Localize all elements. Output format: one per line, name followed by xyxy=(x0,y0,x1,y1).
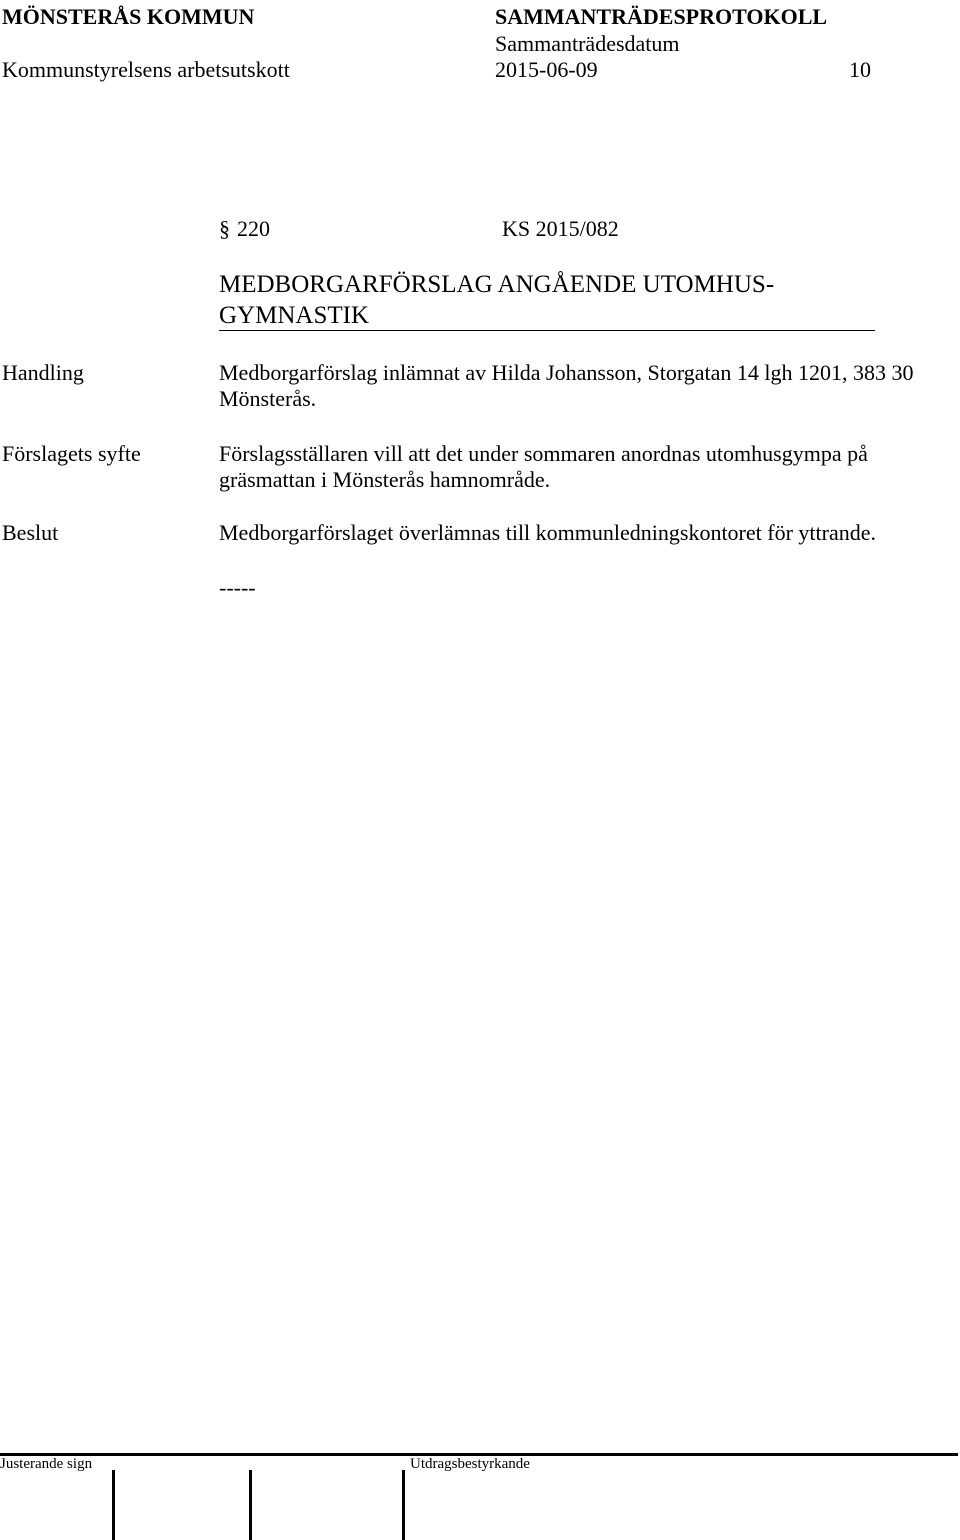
meeting-date: 2015-06-09 xyxy=(495,57,598,82)
end-marker: ----- xyxy=(219,575,256,600)
purpose-text: Förslagsställaren vill att det under sommaren anordnas utomhusgympa på gräsmattan i Mönsterås hamnområde. xyxy=(219,441,868,492)
committee-name: Kommunstyrelsens arbetsutskott xyxy=(2,57,290,82)
extract-certification-label: Utdragsbestyrkande xyxy=(410,1456,530,1472)
section-symbol: § xyxy=(219,216,230,241)
document-type: SAMMANTRÄDESPROTOKOLL xyxy=(495,4,828,29)
signature-label: Justerande sign xyxy=(0,1456,93,1472)
signature-box-line xyxy=(402,1470,405,1540)
signature-box-line xyxy=(249,1470,252,1540)
organization-name: MÖNSTERÅS KOMMUN xyxy=(2,4,255,29)
signature-box-line xyxy=(112,1470,115,1540)
handling-label: Handling xyxy=(2,360,84,385)
decision-label: Beslut xyxy=(2,520,59,545)
page-number: 10 xyxy=(849,57,871,82)
case-number: KS 2015/082 xyxy=(502,216,619,241)
section-title: MEDBORGARFÖRSLAG ANGÅENDE UTOMHUS-GYMNASTIK xyxy=(219,271,775,329)
title-divider xyxy=(219,330,875,331)
decision-text: Medborgarförslaget överlämnas till kommunledningskontoret för yttrande. xyxy=(219,520,876,545)
section-number: 220 xyxy=(237,216,270,241)
handling-text: Medborgarförslag inlämnat av Hilda Johansson, Storgatan 14 lgh 1201, 383 30 Mönsterås. xyxy=(219,360,914,411)
meeting-date-label: Sammanträdesdatum xyxy=(495,31,680,56)
purpose-label: Förslagets syfte xyxy=(2,441,141,466)
